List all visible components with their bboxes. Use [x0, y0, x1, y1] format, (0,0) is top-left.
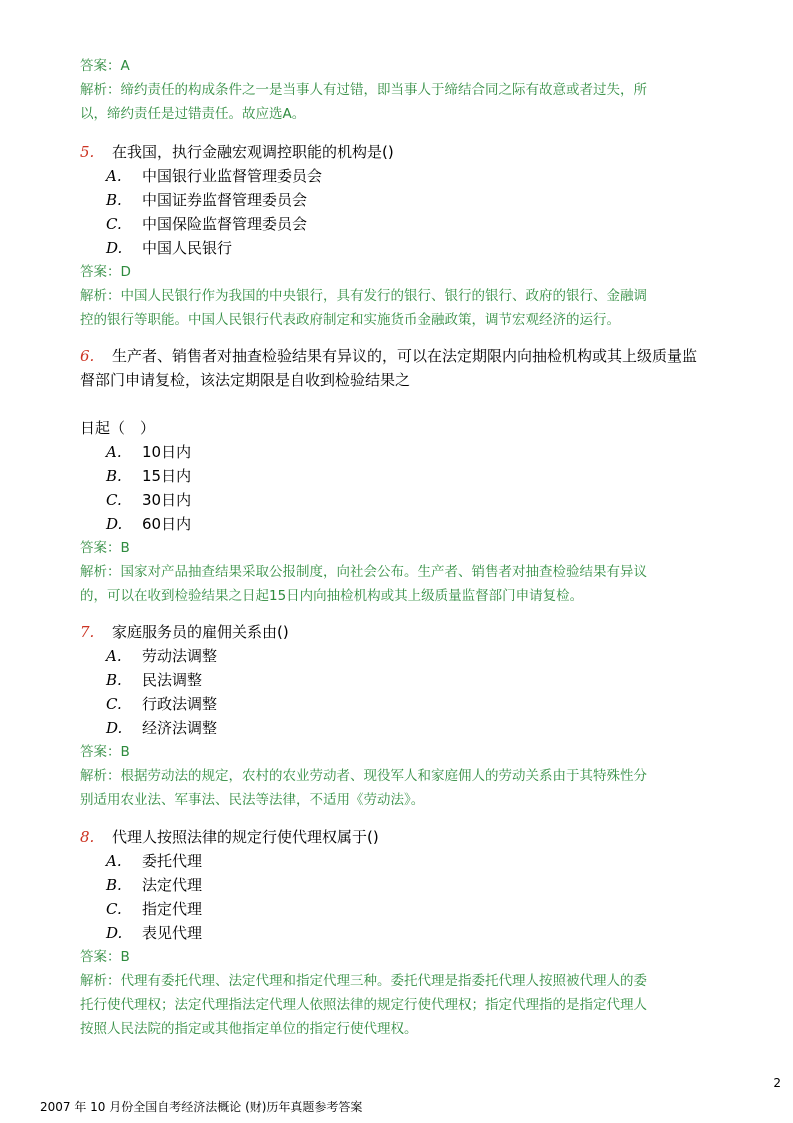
- option-letter: D.: [106, 239, 123, 257]
- explanation-line: 的，可以在收到检验结果之日起15日内向抽检机构或其上级质量监督部门申请复检。: [80, 588, 584, 604]
- option-d: [80, 921, 760, 945]
- spacer: [80, 392, 760, 416]
- question-stem-continued: 督部门申请复检，该法定期限是自收到检验结果之: [80, 371, 411, 389]
- option-b: [80, 668, 760, 692]
- option-text: 10日内: [142, 443, 192, 461]
- option-d: [80, 236, 760, 260]
- option-c: [80, 692, 760, 716]
- option-text: 行政法调整: [142, 695, 218, 713]
- option-letter: D.: [106, 719, 123, 737]
- option-a: [80, 849, 760, 873]
- question-number: 7.: [80, 623, 95, 641]
- option-b: [80, 464, 760, 488]
- option-letter: C.: [106, 900, 122, 918]
- option-text: 劳动法调整: [142, 647, 218, 665]
- explanation-line: 托行使代理权；法定代理指法定代理人依照法律的规定行使代理权；指定代理指的是指定代理人: [80, 997, 647, 1013]
- question-stem-text: 代理人按照法律的规定行使代理权属于(): [112, 828, 379, 846]
- option-c: [80, 897, 760, 921]
- option-letter: A.: [106, 443, 122, 461]
- option-b: [80, 873, 760, 897]
- answer-label: 答案：B: [80, 949, 130, 965]
- option-text: 民法调整: [142, 671, 203, 689]
- question-4-tail: [80, 54, 760, 126]
- option-text: 指定代理: [142, 900, 203, 918]
- option-text: 经济法调整: [142, 719, 218, 737]
- page-footer: 2007 年 10 月份全国自考经济法概论 (财)历年真题参考答案: [40, 1100, 363, 1114]
- option-c: [80, 488, 760, 512]
- option-letter: B.: [106, 876, 122, 894]
- answer-label: 答案：B: [80, 744, 130, 760]
- question-number: 6.: [80, 347, 95, 365]
- option-letter: D.: [106, 515, 123, 533]
- explanation-line: 解析：代理有委托代理、法定代理和指定代理三种。委托代理是指委托代理人按照被代理人的委: [80, 973, 647, 989]
- option-a: [80, 440, 760, 464]
- option-letter: C.: [106, 695, 122, 713]
- option-d: [80, 512, 760, 536]
- option-text: 表见代理: [142, 924, 203, 942]
- answer-label: 答案：D: [80, 264, 131, 280]
- option-letter: A.: [106, 647, 122, 665]
- explanation-line: 控的银行等职能。中国人民银行代表政府制定和实施货币金融政策，调节宏观经济的运行。: [80, 312, 620, 328]
- option-letter: A.: [106, 852, 122, 870]
- option-text: 30日内: [142, 491, 192, 509]
- option-letter: B.: [106, 671, 122, 689]
- explanation-line: 解析：根据劳动法的规定，农村的农业劳动者、现役军人和家庭佣人的劳动关系由于其特殊性分: [80, 768, 647, 784]
- answer-label: 答案：A: [80, 58, 130, 74]
- question-number: 5.: [80, 143, 95, 161]
- question-stem: [80, 344, 760, 368]
- option-letter: B.: [106, 467, 122, 485]
- question-stem: [80, 620, 760, 644]
- question-stem-text: 家庭服务员的雇佣关系由(): [112, 623, 289, 641]
- option-text: 中国人民银行: [142, 239, 233, 257]
- option-letter: C.: [106, 215, 122, 233]
- explanation-line: 解析：国家对产品抽查结果采取公报制度，向社会公布。生产者、销售者对抽查检验结果有异议: [80, 564, 647, 580]
- question-5: [80, 140, 760, 332]
- option-c: [80, 212, 760, 236]
- explanation-line: 解析：缔约责任的构成条件之一是当事人有过错，即当事人于缔结合同之际有故意或者过失，所: [80, 82, 647, 98]
- question-number: 8.: [80, 828, 95, 846]
- question-6: [80, 344, 760, 608]
- question-stem-text: 在我国，执行金融宏观调控职能的机构是(): [112, 143, 394, 161]
- answer-label: 答案：B: [80, 540, 130, 556]
- option-text: 委托代理: [142, 852, 203, 870]
- page-number: 2: [773, 1076, 781, 1090]
- explanation-line: 按照人民法院的指定或其他指定单位的指定行使代理权。: [80, 1021, 418, 1037]
- option-text: 法定代理: [142, 876, 203, 894]
- explanation-line: 别适用农业法、军事法、民法等法律，不适用《劳动法》。: [80, 792, 425, 808]
- question-7: [80, 620, 760, 812]
- option-a: [80, 644, 760, 668]
- option-text: 60日内: [142, 515, 192, 533]
- question-stem-continued: 日起（ ）: [80, 419, 156, 437]
- option-text: 中国银行业监督管理委员会: [142, 167, 323, 185]
- option-letter: D.: [106, 924, 123, 942]
- option-b: [80, 188, 760, 212]
- question-stem-text: 生产者、销售者对抽查检验结果有异议的，可以在法定期限内向抽检机构或其上级质量监: [112, 347, 698, 365]
- option-letter: A.: [106, 167, 122, 185]
- option-letter: B.: [106, 191, 122, 209]
- option-d: [80, 716, 760, 740]
- option-a: [80, 164, 760, 188]
- option-text: 15日内: [142, 467, 192, 485]
- explanation-line: 以，缔约责任是过错责任。故应选A。: [80, 106, 306, 122]
- option-text: 中国证券监督管理委员会: [142, 191, 308, 209]
- explanation-line: 解析：中国人民银行作为我国的中央银行，具有发行的银行、银行的银行、政府的银行、金融调: [80, 288, 647, 304]
- option-text: 中国保险监督管理委员会: [142, 215, 308, 233]
- question-8: [80, 825, 760, 1041]
- option-letter: C.: [106, 491, 122, 509]
- question-stem: [80, 825, 760, 849]
- question-stem: [80, 140, 760, 164]
